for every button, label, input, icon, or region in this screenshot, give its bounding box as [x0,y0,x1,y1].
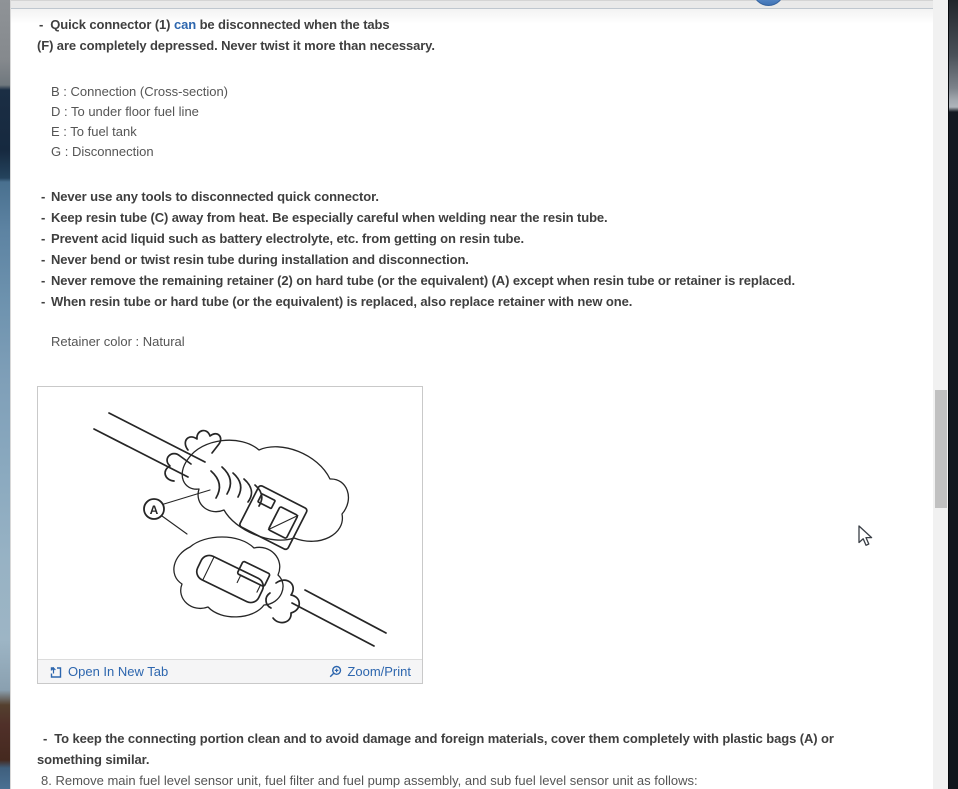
figure-toolbar [38,659,422,683]
can-link[interactable]: can [173,17,197,32]
note-text: Never remove the remaining retainer (2) on hard tube (or the equivalent) (A) except when resin tube or retainer is replaced. [51,273,795,288]
intro-text-2: be disconnected when the tabs [199,17,390,32]
zoom-print-link[interactable] [328,664,411,679]
figure-box [37,386,423,684]
background-photo-strip [0,0,10,789]
bullet-dash: - [41,273,46,288]
legend-item-d: D : To under floor fuel line [51,104,199,119]
bottom-section [37,728,933,789]
document-panel [10,0,933,789]
figure-label-a: A [149,503,159,517]
list-item [37,186,933,207]
connection-legend [51,82,933,162]
caution-notes-list [37,186,933,312]
bottom-text-line1: To keep the connecting portion clean and to avoid damage and foreign materials, cover them completely with plastic bags (A) or [54,731,834,746]
step-8-instruction: 8. Remove main fuel level sensor unit, fuel filter and fuel pump assembly, and sub fuel level sensor unit as follows: [41,773,698,788]
document-body [11,9,933,789]
zoom-print-label: Zoom/Print [347,664,411,679]
list-item [37,207,933,228]
bullet-dash: - [41,189,46,204]
mouse-cursor [858,525,876,554]
note-text: Never bend or twist resin tube during installation and disconnection. [51,252,469,267]
bullet-dash: - [41,252,46,267]
legend-item-e: E : To fuel tank [51,124,137,139]
bullet-dash: - [41,210,46,225]
note-text: When resin tube or hard tube (or the equivalent) is replaced, also replace retainer with new one. [51,294,633,309]
bullet-dash: - [39,17,44,32]
window-edge-strip [948,0,958,789]
note-text: Never use any tools to disconnected quick connector. [51,189,379,204]
bullet-dash: - [41,294,46,309]
legend-item-g: G : Disconnection [51,144,154,159]
scroll-top-button[interactable] [753,0,784,6]
legend-item-b: B : Connection (Cross-section) [51,84,229,99]
bullet-dash: - [43,731,48,746]
list-item [37,291,933,312]
intro-text-line2: (F) are completely depressed. Never twist it more than necessary. [37,38,435,53]
magnifier-plus-icon [328,665,342,679]
list-item [37,270,933,291]
intro-text-1: Quick connector (1) [50,17,171,32]
open-in-new-tab-icon [49,665,63,679]
list-item [37,228,933,249]
scrollbar-track[interactable] [933,0,948,789]
list-item [37,249,933,270]
note-text: Keep resin tube (C) away from heat. Be especially careful when welding near the resin tube. [51,210,608,225]
connector-line-drawing [38,387,422,659]
top-toolbar-edge [11,0,933,9]
bullet-dash: - [41,231,46,246]
note-text: Prevent acid liquid such as battery electrolyte, etc. from getting on resin tube. [51,231,525,246]
open-in-new-tab-label: Open In New Tab [68,664,169,679]
paragraph-quick-connector [37,14,933,56]
open-in-new-tab-link[interactable] [49,664,168,679]
scrollbar-thumb[interactable] [935,390,947,508]
retainer-color-note: Retainer color : Natural [51,334,185,349]
bottom-text-line2: something similar. [37,752,150,767]
